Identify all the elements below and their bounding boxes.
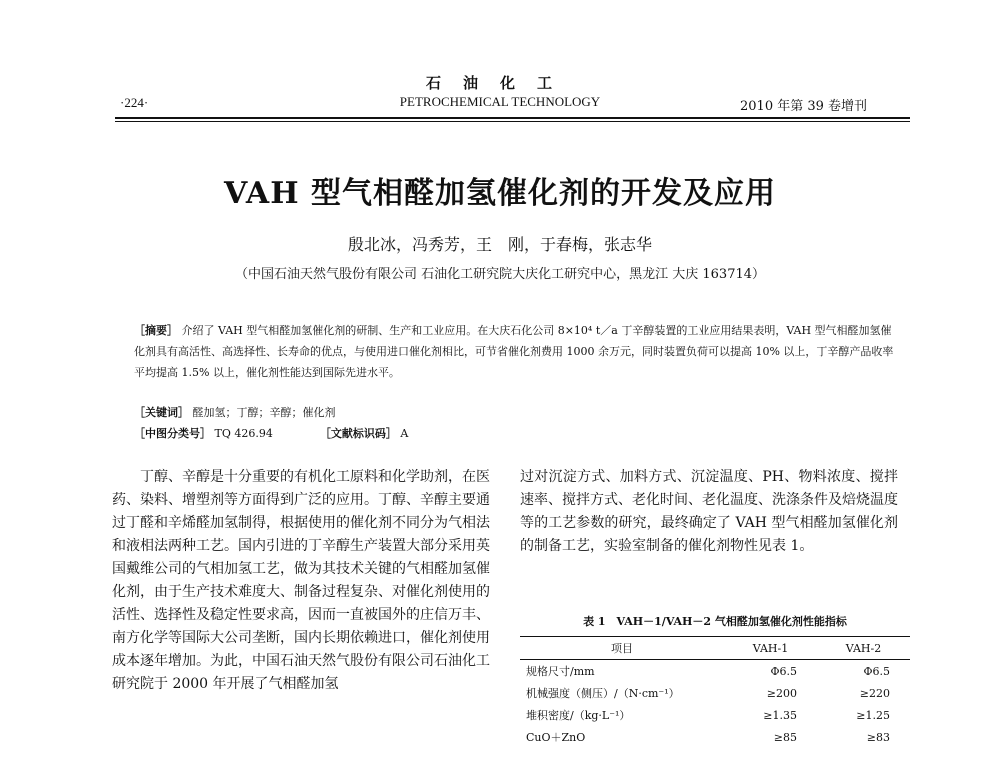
keywords-label: ［关键词］ (134, 406, 189, 419)
table-caption: 表 1 VAH－1/VAH－2 气相醛加氢催化剂性能指标 (583, 615, 847, 628)
table-cell: 堆积密度/（kg·L⁻¹） (526, 709, 631, 722)
table-cell: ≥220 (859, 686, 890, 700)
table-cell: CuO＋ZnO (526, 731, 586, 744)
doc-code-label: ［文献标识码］ (319, 427, 397, 440)
doc-code: A (400, 427, 409, 440)
journal-title-cn: 石油化工 (425, 74, 574, 92)
table-cell: Φ6.5 (863, 664, 890, 678)
keywords-text: 醛加氢；丁醇；辛醇；催化剂 (192, 406, 336, 419)
table-header-row (520, 637, 910, 660)
table-cell: ≥85 (773, 730, 797, 744)
clc-label: ［中图分类号］ (134, 427, 211, 440)
page-number: ·224· (120, 95, 149, 110)
affiliation: （中国石油天然气股份有限公司 石油化工研究院大庆化工研究中心，黑龙江 大庆 163714） (234, 267, 766, 282)
body-left-column (112, 466, 490, 696)
header-rule (115, 117, 910, 119)
table-cell: ≥200 (766, 686, 797, 700)
table-cell: 规格尺寸/mm (526, 665, 595, 678)
table-row (520, 660, 910, 683)
body-paragraph: 过对沉淀方式、加料方式、沉淀温度、PH、物料浓度、搅拌速率、搅拌方式、老化时间、老化温度、洗涤条件及焙烧温度等的工艺参数的研究，最终确定了 VAH 型气相醛加氢催化剂的制备工艺，实验室制备的催化剂物性见表 1。 (520, 469, 898, 554)
table-header: VAH-2 (845, 641, 882, 655)
abstract-text: 介绍了 VAH 型气相醛加氢催化剂的研制、生产和工业应用。在大庆石化公司 8×10⁴ t／a 丁辛醇装置的工业应用结果表明，VAH 型气相醛加氢催化剂具有高活性、高选择性、长寿命的优点，与使用进口催化剂相比，可节省催化剂费用 1000 余万元，同时装置负荷可以提高 10% 以上，丁辛醇产品收率平均提高 1.5% 以上，催化剂性能达到国际先进水平。 (134, 324, 894, 379)
header-rule-thin (115, 121, 910, 122)
abstract (134, 320, 894, 383)
keywords (134, 404, 336, 420)
body-paragraph: 丁醇、辛醇是十分重要的有机化工原料和化学助剂，在医药、染料、增塑剂等方面得到广泛的应用。丁醇、辛醇主要通过丁醛和辛烯醛加氢制得，根据使用的催化剂不同分为气相法和液相法两种工艺。国内引进的丁辛醇生产装置大部分采用英国戴维公司的气相加氢工艺，做为其技术关键的气相醛加氢催化剂，由于生产技术难度大、制备过程复杂、对催化剂使用的活性、选择性及稳定性要求高，因而一直被国外的庄信万丰、南方化学等国际大公司垄断，国内长期依赖进口，催化剂使用成本逐年增加。为此，中国石油天然气股份有限公司石油化工研究院于 2000 年开展了气相醛加氢 (112, 469, 490, 692)
body-right-column (520, 466, 898, 558)
table-cell: Φ6.5 (770, 664, 797, 678)
spec-table (520, 636, 910, 748)
abstract-label: ［摘要］ (134, 324, 178, 337)
journal-title-en: PETROCHEMICAL TECHNOLOGY (399, 94, 601, 109)
table-row (520, 682, 910, 704)
issue-label: 2010 年第 39 卷增刊 (740, 99, 868, 114)
classification (134, 425, 408, 441)
table-header: VAH-1 (752, 641, 789, 655)
clc-code: TQ 426.94 (214, 427, 273, 440)
table-cell: ≥83 (866, 730, 890, 744)
authors: 殷北冰，冯秀芳，王 刚，于春梅，张志华 (347, 235, 652, 254)
table-header: 项目 (611, 642, 633, 655)
article-title: VAH 型气相醛加氢催化剂的开发及应用 (223, 176, 776, 211)
table-cell: ≥1.35 (763, 708, 797, 722)
table-row (520, 726, 910, 748)
table-row (520, 704, 910, 726)
table-cell: 机械强度（侧压）/（N·cm⁻¹） (526, 687, 680, 700)
table-cell: ≥1.25 (856, 708, 890, 722)
